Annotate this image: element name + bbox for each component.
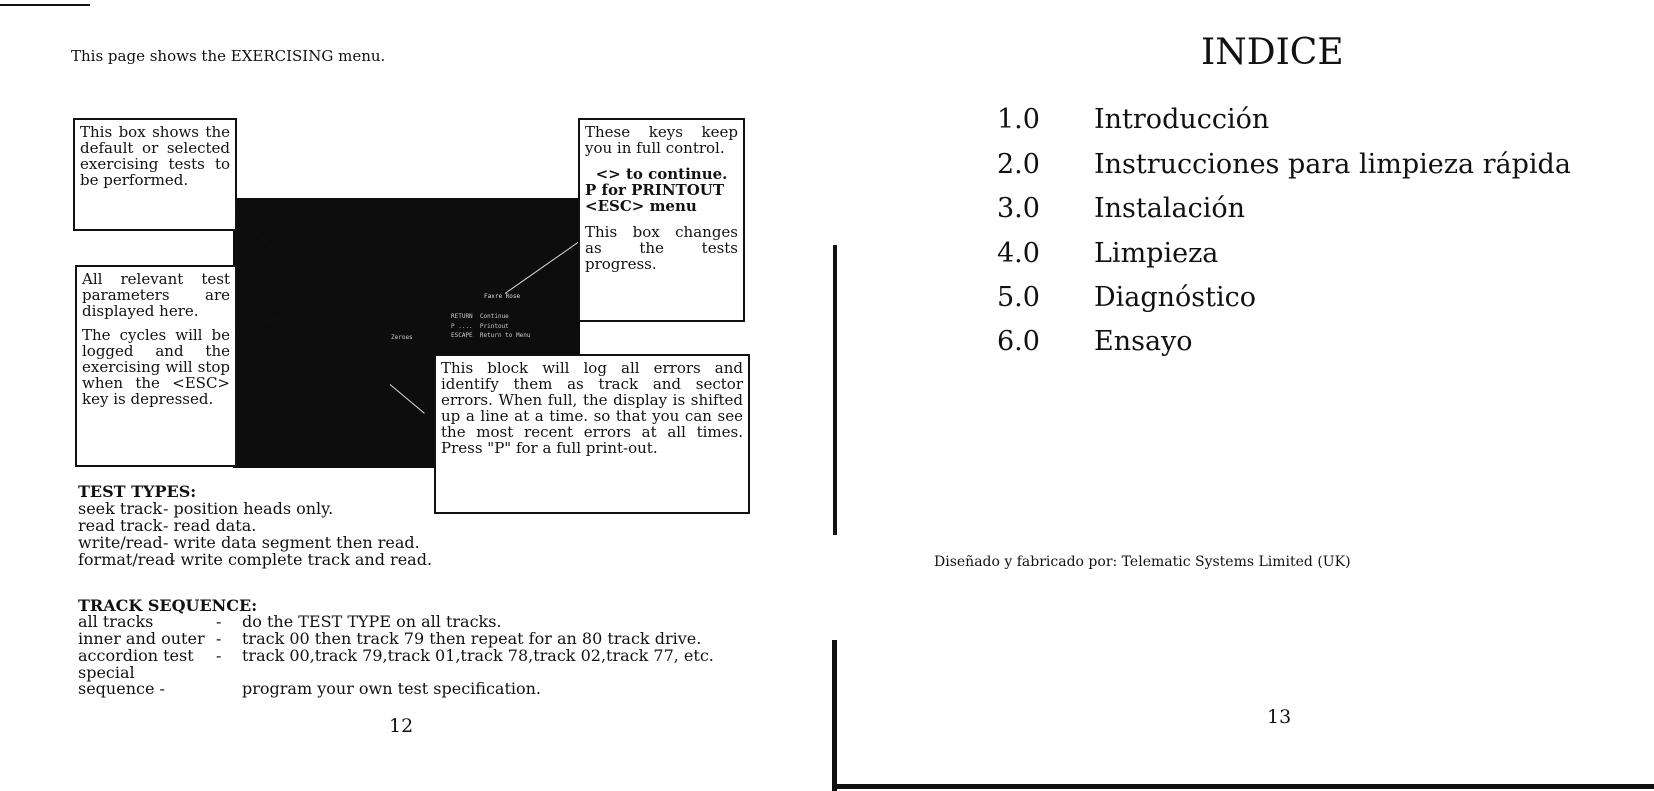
index-entry: Ensayo <box>1094 326 1193 357</box>
header-rule <box>0 4 90 6</box>
page-number-right: 13 <box>1267 706 1292 728</box>
test-type-desc: - write complete track and read. <box>170 550 433 569</box>
list-item <box>78 631 701 647</box>
callout-default-tests: This box shows the default or selected exercising tests to be performed. <box>73 118 237 231</box>
list-item <box>78 518 256 534</box>
track-seq-name: all tracks <box>78 612 154 631</box>
index-entry: Instrucciones para limpieza rápida <box>1094 149 1571 180</box>
index-entry: Introducción <box>1094 104 1270 135</box>
callout-cycles-text: The cycles will be logged and the exercising will stop when the <ESC> key is depressed. <box>82 326 230 408</box>
track-seq-desc: do the TEST TYPE on all tracks. <box>242 612 502 631</box>
index-number: 5.0 <box>997 282 1040 313</box>
callout-error-log: This block will log all errors and identify them as track and sector errors. When full, the display is shifted up a line at a time. so that you can see the most recent errors at all times. Press "P" for a full print-out. <box>434 354 750 514</box>
key-esc-menu: <ESC> menu <box>585 197 697 215</box>
track-seq-sep: - <box>216 629 222 648</box>
test-type-desc: - position heads only. <box>163 499 334 518</box>
screen-key-1: RETURN Continue <box>451 313 509 320</box>
page-spine <box>832 640 837 791</box>
list-item <box>78 648 714 664</box>
bottom-rule <box>835 784 1654 789</box>
screen-key-3: ESCAPE Return to Menu <box>451 332 531 339</box>
footer-credit: Diseñado y fabricado por: Telematic Systems Limited (UK) <box>934 554 1351 570</box>
index-entry: Instalación <box>1094 193 1245 224</box>
callout-keys <box>578 118 745 322</box>
track-sequence-title: TRACK SEQUENCE: <box>78 596 258 615</box>
track-seq-desc: track 00 then track 79 then repeat for an 80 track drive. <box>242 629 702 648</box>
test-type-name: read track <box>78 516 163 535</box>
callout-keys-text: These keys keep you in full control. <box>585 123 738 157</box>
screen-key-2: P .... Printout <box>451 323 509 330</box>
index-entry: Diagnóstico <box>1094 282 1257 313</box>
intro-text: This page shows the EXERCISING menu. <box>71 47 386 65</box>
index-number: 6.0 <box>997 326 1040 357</box>
list-item <box>78 665 541 697</box>
track-seq-sep: - <box>216 612 222 631</box>
test-type-name: seek track <box>78 499 163 518</box>
screen-left-label: Zeroes <box>391 334 413 341</box>
key-printout: P for PRINTOUT <box>585 181 725 199</box>
test-type-desc: - read data. <box>163 516 257 535</box>
list-item <box>78 535 420 551</box>
key-continue: <> to continue. <box>595 165 728 183</box>
track-seq-desc: program your own test specification. <box>242 679 542 698</box>
track-seq-desc: track 00,track 79,track 01,track 78,track 02,track 77, etc. <box>242 646 714 665</box>
index-entry: Limpieza <box>1094 238 1219 269</box>
page-number-left: 12 <box>389 715 414 737</box>
test-type-name: format/read <box>78 550 175 569</box>
screen-title: Faxre Rose <box>484 293 521 300</box>
list-item <box>78 552 432 568</box>
test-types-title: TEST TYPES: <box>78 482 197 501</box>
callout-progress-text: This box changes as the tests progress. <box>585 223 738 273</box>
track-seq-sep: - <box>216 646 222 665</box>
list-item <box>78 501 333 517</box>
track-seq-name: special sequence - <box>78 663 165 698</box>
index-number: 2.0 <box>997 149 1040 180</box>
callout-parameters <box>75 265 237 467</box>
test-type-desc: - write data segment then read. <box>163 533 420 552</box>
page-title: INDICE <box>1201 32 1344 73</box>
test-type-name: write/read <box>78 533 163 552</box>
index-number: 3.0 <box>997 193 1040 224</box>
track-seq-name: accordion test <box>78 646 194 665</box>
index-number: 4.0 <box>997 238 1040 269</box>
index-number: 1.0 <box>997 104 1040 135</box>
track-seq-name: inner and outer <box>78 629 205 648</box>
page-spine <box>833 245 837 535</box>
list-item <box>78 614 502 630</box>
callout-parameters-text: All relevant test parameters are displayed here. <box>82 270 230 320</box>
